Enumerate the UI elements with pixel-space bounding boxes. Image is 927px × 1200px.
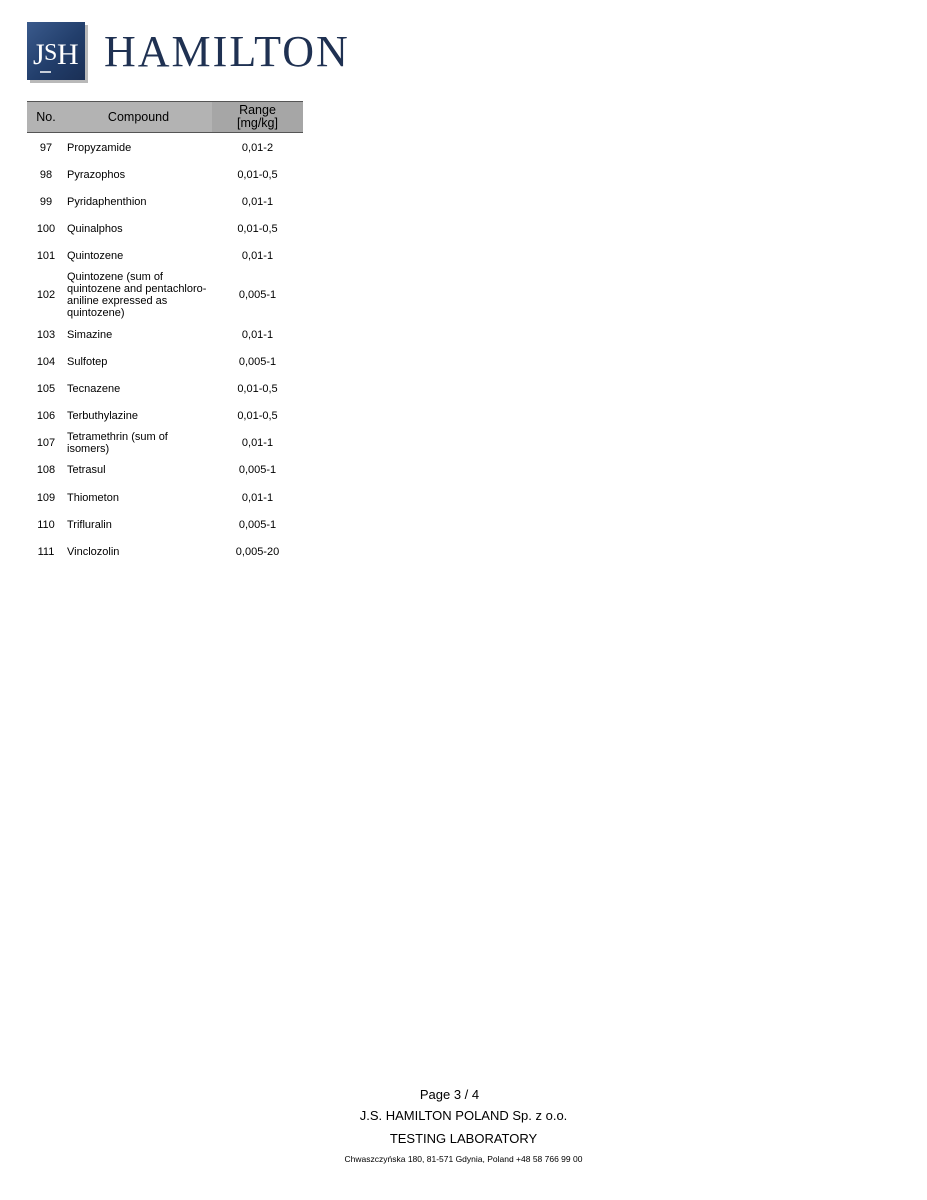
footer-lab: TESTING LABORATORY [389, 1131, 538, 1146]
table-row [27, 270, 303, 321]
row-range: 0,01-2 [241, 141, 274, 154]
row-number: 109 [36, 491, 56, 504]
logo-wordmark: HAMILTON [104, 27, 350, 76]
row-compound: Quintozene [67, 250, 124, 263]
row-compound: Vinclozolin [67, 546, 120, 559]
logo-monogram-icon [27, 22, 85, 80]
svg-text:J: J [33, 38, 45, 71]
row-number: 98 [39, 168, 53, 181]
table-row [27, 243, 303, 270]
row-range: 0,01-0,5 [237, 168, 278, 181]
row-number: 101 [36, 250, 56, 263]
row-compound: Thiometon [67, 491, 119, 504]
table-row [27, 216, 303, 243]
table-row [27, 161, 303, 188]
row-number: 111 [37, 546, 55, 559]
table-row [27, 457, 303, 484]
row-range: 0,01-1 [241, 491, 274, 504]
row-compound: Tecnazene [67, 382, 121, 395]
row-compound: Terbuthylazine [67, 410, 138, 423]
table-row [27, 484, 303, 511]
page-number: Page 3 / 4 [419, 1087, 480, 1102]
row-number: 104 [36, 355, 56, 368]
row-range: 0,01-0,5 [237, 410, 278, 423]
row-range: 0,005-1 [238, 355, 277, 368]
table-row [27, 511, 303, 538]
row-compound: Tetramethrin (sum of isomers) [67, 431, 168, 456]
row-number: 106 [36, 410, 56, 423]
row-compound: Tetrasul [67, 464, 106, 477]
row-compound: Simazine [67, 328, 113, 341]
row-range: 0,01-1 [241, 195, 274, 208]
table-row [27, 188, 303, 215]
compound-table [27, 101, 303, 566]
row-number: 110 [37, 518, 55, 531]
row-compound: Quintozene (sum of quintozene and pentachloro-aniline expressed as quintozene) [67, 271, 207, 320]
table-row [27, 321, 303, 348]
footer-address: Chwaszczyńska 180, 81-571 Gdynia, Poland +48 58 766 99 00 [344, 1154, 583, 1164]
row-number: 97 [39, 141, 53, 154]
row-range: 0,01-1 [241, 250, 274, 263]
table-row [27, 348, 303, 375]
row-number: 103 [36, 328, 56, 341]
row-range: 0,005-1 [238, 289, 277, 302]
row-number: 100 [36, 223, 56, 236]
table-row [27, 430, 303, 457]
row-number: 105 [36, 382, 56, 395]
row-range: 0,005-20 [235, 546, 280, 559]
column-header-compound: Compound [107, 109, 170, 124]
table-header [27, 101, 303, 133]
row-compound: Sulfotep [67, 355, 108, 368]
row-range: 0,005-1 [238, 518, 277, 531]
row-range: 0,005-1 [238, 464, 277, 477]
row-range: 0,01-0,5 [237, 223, 278, 236]
table-row [27, 134, 303, 161]
row-compound: Propyzamide [67, 141, 132, 154]
table-row [27, 375, 303, 402]
row-compound: Quinalphos [67, 223, 123, 236]
row-number: 99 [39, 195, 53, 208]
row-number: 107 [36, 437, 56, 450]
table-row [27, 403, 303, 430]
row-range: 0,01-1 [241, 328, 274, 341]
table-body [27, 134, 303, 566]
page-footer [0, 1087, 927, 1164]
column-header-no: No. [36, 109, 56, 124]
footer-company: J.S. HAMILTON POLAND Sp. z o.o. [359, 1108, 568, 1123]
row-number: 108 [36, 464, 56, 477]
row-compound: Pyrazophos [67, 168, 126, 181]
row-compound: Trifluralin [67, 518, 112, 531]
svg-text:H: H [57, 38, 79, 71]
row-range: 0,01-0,5 [237, 382, 278, 395]
row-number: 102 [36, 289, 56, 302]
table-row [27, 538, 303, 565]
column-header-range: Range [mg/kg] [212, 102, 303, 132]
row-compound: Pyridaphenthion [67, 195, 147, 208]
svg-text:S: S [44, 40, 58, 66]
company-logo [27, 22, 357, 84]
row-range: 0,01-1 [241, 437, 274, 450]
